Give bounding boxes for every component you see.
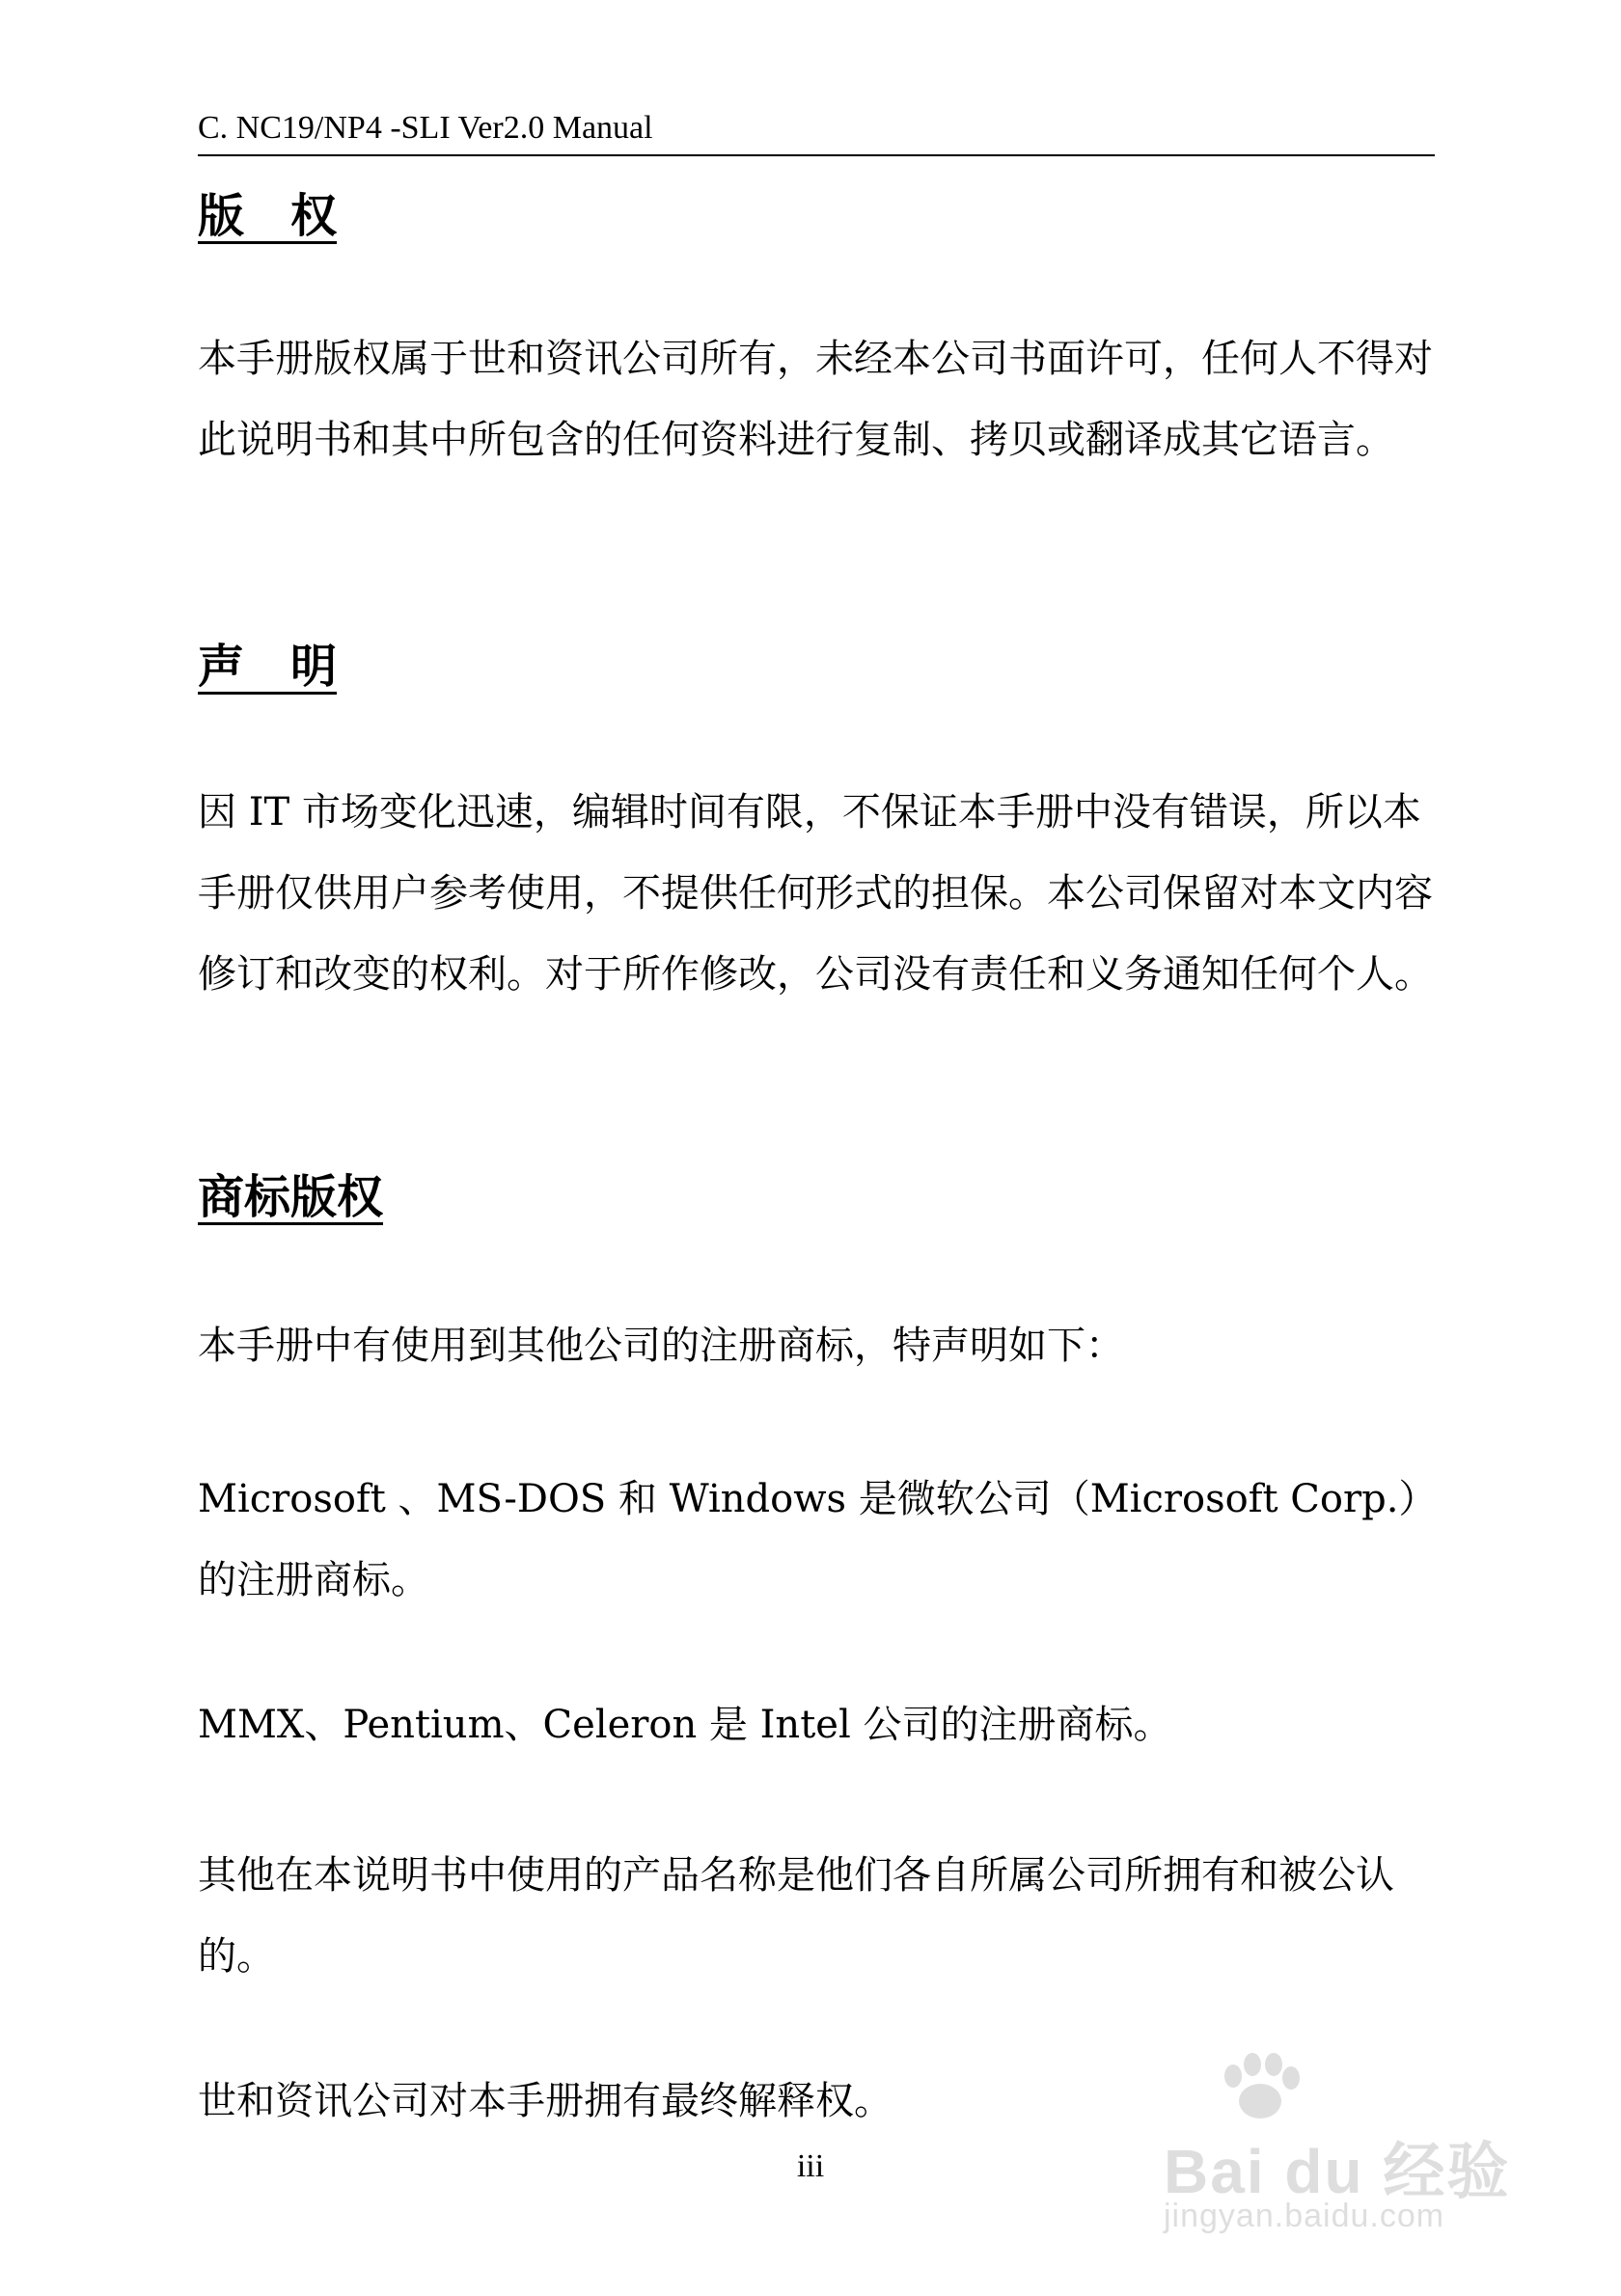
heading-statement: 声 明 xyxy=(198,640,338,694)
trademark-final: 世和资讯公司对本手册拥有最终解释权。 xyxy=(198,2079,893,2123)
baidu-watermark xyxy=(1154,2043,1540,2255)
watermark-url: jingyan.baidu.com xyxy=(1164,2198,1445,2234)
trademark-intel: MMX、Pentium、Celeron 是 Intel 公司的注册商标。 xyxy=(198,1703,1172,1747)
page-header xyxy=(198,106,1435,156)
heading-copyright: 版 权 xyxy=(198,189,338,243)
watermark-brand: Bai du 经验 xyxy=(1164,2137,1511,2206)
page-number: iii xyxy=(796,2148,825,2184)
heading-trademark: 商标版权 xyxy=(198,1170,384,1224)
trademark-others: 其他在本说明书中使用的产品名称是他们各自所属公司所拥有和被公认的。 xyxy=(198,1853,1394,1979)
trademark-intro: 本手册中有使用到其他公司的注册商标，特声明如下： xyxy=(198,1324,1124,1368)
paw-icon xyxy=(1154,2043,1308,2130)
trademark-microsoft: Microsoft 、MS-DOS 和 Windows 是微软公司（Microsoft Corp.）的注册商标。 xyxy=(198,1477,1418,1602)
manual-title: C. NC19/NP4 -SLI Ver2.0 Manual xyxy=(198,110,653,146)
statement-paragraph: 因 IT 市场变化迅速，编辑时间有限，不保证本手册中没有错误，所以本手册仅供用户参考使用，不提供任何形式的担保。本公司保留对本文内容修订和改变的权利。对于所作修改，公司没有责任和义务通知任何个人。 xyxy=(198,790,1433,997)
copyright-paragraph: 本手册版权属于世和资讯公司所有，未经本公司书面许可，任何人不得对此说明书和其中所包含的任何资料进行复制、拷贝或翻译成其它语言。 xyxy=(198,337,1433,462)
